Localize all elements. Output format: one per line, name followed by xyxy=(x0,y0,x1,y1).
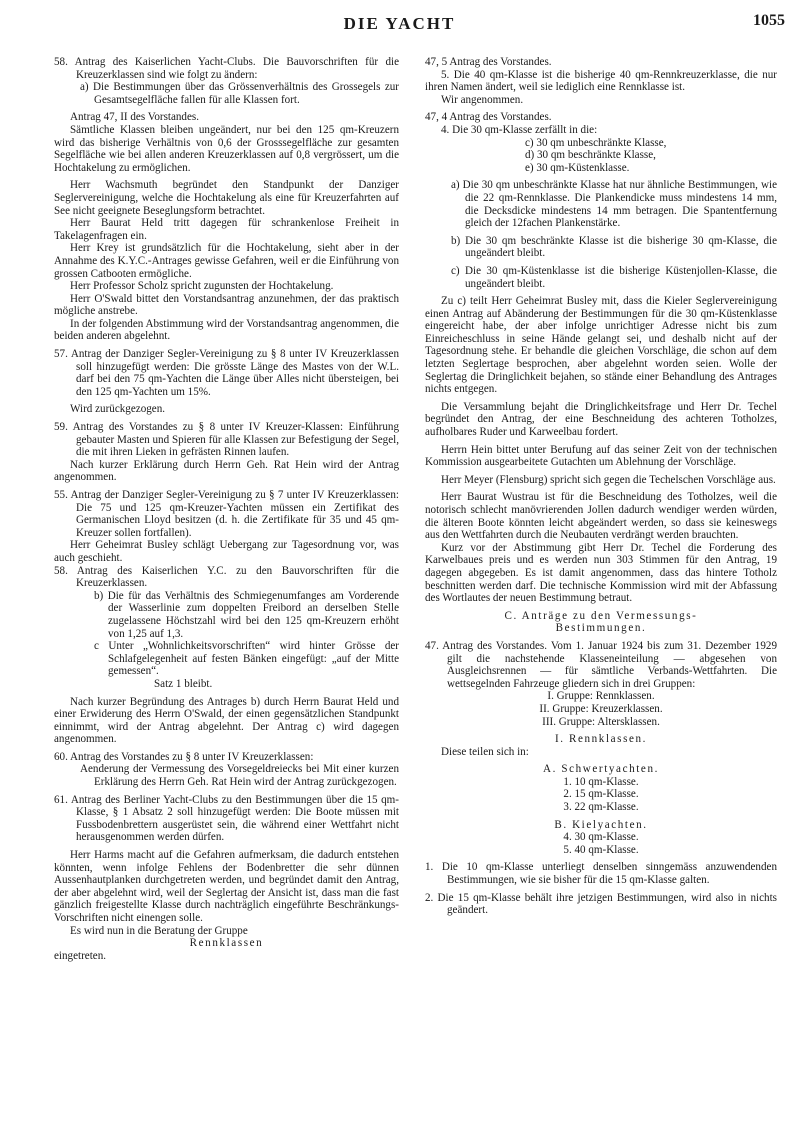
section-heading: A. Schwertyachten. xyxy=(543,763,659,776)
left-column xyxy=(54,56,399,962)
journal-title: DIE YACHT xyxy=(343,14,456,33)
paragraph: Es wird nun in die Beratung der Gruppe xyxy=(70,924,248,937)
paragraph: Herr Baurat Held tritt dagegen für schrankenlose Freiheit in Takelagenfragen ein. xyxy=(54,217,399,242)
paragraph: Herr Meyer (Flensburg) spricht sich gegen die Techelschen Vorschläge aus. xyxy=(441,473,776,486)
list-item: III. Gruppe: Altersklassen. xyxy=(542,715,660,728)
paragraph: 1. Die 10 qm-Klasse unterliegt denselben sinngemäss anzuwendenden Bestimmungen, wie sie bisher für die 15 qm-Klasse galten. xyxy=(425,861,777,887)
paragraph: Zu c) teilt Herr Geheimrat Busley mit, dass die Kieler Seglervereinigung einen Antrag auf Abänderung der Bestimmungen für die 30 qm-Küstenklasse eingereicht habe, der aber infolge unrichtiger Adresse nicht bis zum Einreicheschluss in seine Hände gelangt sei, und deshalb nicht auf der Tagesordnung stehe. Er behandle die gleichen Vorschläge, die schon auf dem letzten Seglertage besprochen, aber abgelehnt worden seien. Wolle der Seglertag die Dringlichkeit bejahen, so stände einer Behandlung des Antrages nichts entgegen. xyxy=(425,295,777,396)
section-heading: B. Kielyachten. xyxy=(554,818,648,831)
paragraph: b) Die 30 qm beschränkte Klasse ist die bisherige 30 qm-Klasse, die ungeändert bleibt. xyxy=(451,234,777,260)
list-item: c) 30 qm unbeschränkte Klasse, xyxy=(525,136,667,149)
paragraph: Satz 1 bleibt. xyxy=(154,677,213,690)
list-item: 2. 15 qm-Klasse. xyxy=(563,788,639,801)
paragraph: Herr Professor Scholz spricht zugunsten der Hochtakelung. xyxy=(70,280,334,293)
paragraph: Herr O'Swald bittet den Vorstandsantrag anzunehmen, der das praktisch mögliche anstrebe. xyxy=(54,292,399,318)
paragraph: 47. Antrag des Vorstandes. Vom 1. Januar 1924 bis zum 31. Dezember 1929 gilt die nachstehende Klasseneinteilung — abgesehen von Ausgleichsrennen — für sämtliche Verbands-Wettfahrten. Die wettsegelnden Fahrzeuge gliedern sich in drei Gruppen: xyxy=(425,639,777,690)
paragraph: Herr Krey ist grundsätzlich für die Hochtakelung, sieht aber in der Annahme des K.Y.C.-Antrages gewisse Gefahren, weil er die Einführung von grossen Catbooten ermögliche. xyxy=(54,242,399,280)
section-heading: I. Rennklassen. xyxy=(554,733,648,746)
list-item: 1. 10 qm-Klasse. xyxy=(563,775,639,788)
list-item: 5. 40 qm-Klasse. xyxy=(563,843,639,856)
paragraph: b) Die für das Verhältnis des Schmiegenumfanges am Vorderende der Wasserlinie zum doppelten Freibord an derselben Stelle zugelassene Höchstzahl wird bei den 125 qm-Kreuzern erhöht von 1,25 auf 1,3. xyxy=(94,589,399,640)
paragraph: a) Die 30 qm unbeschränkte Klasse hat nur ähnliche Bestimmungen, wie die 22 qm-Rennklasse. Die Plankendicke muss mindestens 14 mm, die Decksdicke mindestens 14 mm betragen. Die Spantentfernung gleich der 12fachen Plankenstärke. xyxy=(451,179,777,230)
list-item: e) 30 qm-Küstenklasse. xyxy=(525,161,630,174)
list-item: I. Gruppe: Rennklassen. xyxy=(547,690,655,703)
section-heading: Bestimmungen. xyxy=(555,622,647,635)
paragraph: Die Versammlung bejaht die Dringlichkeitsfrage und Herr Dr. Techel begründet den Antrag, der eine Beschneidung des achteren Totholzes, aufholbares Ruder und Karweelbau fordert. xyxy=(425,400,777,439)
paragraph: Sämtliche Klassen bleiben ungeändert, nur bei den 125 qm-Kreuzern wird das bisherige Verhältnis von 0,6 der Grosssegelfläche zur gesamten Segelfläche wie bei allen anderen Kreuzerklassen auf 0,8 vergrössert, um die Hochtakelung zu ermöglichen. xyxy=(54,123,399,174)
paragraph: Kurz vor der Abstimmung gibt Herr Dr. Techel die Forderung des Karwelbaues preis und es werden nun 303 Stimmen für den Antrag, 19 dagegen abgegeben. Es ist damit angenommen, dass das hintere Totholz beschnitten werden darf. Die technische Kommission wird mit der Abfassung des Wortlautes der neuen Bestimmung betraut. xyxy=(425,541,777,605)
section-heading: C. Anträge zu den Vermessungs- xyxy=(504,609,698,622)
paragraph: Herr Wachsmuth begründet den Standpunkt der Danziger Seglervereinigung, welche die Hochtakelung als eine für Kreuzerfahrten auf See nicht geeignete Beseglungsform betrachtet. xyxy=(54,179,399,217)
paragraph: In der folgenden Abstimmung wird der Vorstandsantrag angenommen, die beiden anderen abgelehnt. xyxy=(54,317,399,343)
section-heading: Rennklassen xyxy=(189,937,264,950)
paragraph: 4. Die 30 qm-Klasse zerfällt in die: xyxy=(441,123,598,136)
paragraph: 55. Antrag der Danziger Segler-Vereinigung zu § 7 unter IV Kreuzerklassen: Die 75 und 125 qm-Kreuzer-Yachten müssen ein Zertifikat des Germanischen Lloyd besitzen (d. h. die Zertifikate für 35 und 45 qm-Kreuzer sollen fortfallen). xyxy=(54,489,399,539)
paragraph: Aenderung der Vermessung des Vorsegeldreiecks bei Mit einer kurzen Erklärung des Herrn Geh. Rat Hein wird der Antrag zurückgezogen. xyxy=(80,763,399,789)
paragraph: 58. Antrag des Kaiserlichen Yacht-Clubs. Die Bauvorschriften für die Kreuzerklassen sind wie folgt zu ändern: xyxy=(54,56,399,81)
paragraph: 59. Antrag des Vorstandes zu § 8 unter IV Kreuzer-Klassen: Einführung gebauter Masten und Spieren für alle Klassen zur Befestigung der Segel, die mit ihren Lieken in gefrästen Rinnen laufen. xyxy=(54,421,399,459)
paragraph: Herr Baurat Wustrau ist für die Beschneidung des Totholzes, weil die notorisch schlecht manövrierenden Jollen dadurch wendiger werden würden, die älteren Boote könnten leicht abgeändert werden, so dass sie keineswegs aus den Wettfahrten durch die Neubauten verdrängt werden brauchten. xyxy=(425,491,777,542)
paragraph: Antrag 47, II des Vorstandes. xyxy=(70,111,199,124)
list-item: II. Gruppe: Kreuzerklassen. xyxy=(539,702,663,715)
paragraph: Herr Geheimrat Busley schlägt Uebergang zur Tagesordnung vor, was auch geschieht. xyxy=(54,539,399,564)
paragraph: 5. Die 40 qm-Klasse ist die bisherige 40 qm-Rennkreuzerklasse, die nur ihren Namen ändert, weil sie lediglich eine Rennklasse ist. xyxy=(425,68,777,94)
paragraph: a) Die Bestimmungen über das Grössenverhältnis des Grossegels zur Gesamtsegelfläche fallen für alle Klassen fort. xyxy=(80,81,399,106)
paragraph: 60. Antrag des Vorstandes zu § 8 unter IV Kreuzerklassen: xyxy=(54,750,314,763)
paragraph: Wird zurückgezogen. xyxy=(70,403,166,416)
paragraph: 2. Die 15 qm-Klasse behält ihre jetzigen Bestimmungen, wird also in nichts geändert. xyxy=(425,891,777,917)
paragraph: Diese teilen sich in: xyxy=(441,745,529,758)
paragraph: Nach kurzer Begründung des Antrages b) durch Herrn Baurat Held und einer Erwiderung des Herrn O'Swald, der einen gegensätzlichen Standpunkt einnimmt, wird der Antrag abgelehnt. Der Antrag c) wird dagegen angenommen. xyxy=(54,695,399,746)
paragraph: 47, 4 Antrag des Vorstandes. xyxy=(425,111,552,124)
right-column xyxy=(425,56,777,917)
paragraph: 57. Antrag der Danziger Segler-Vereinigung zu § 8 unter IV Kreuzerklassen soll hinzugefügt werden: Die grösste Länge des Mastes von der W.L. darf bei den 75 qm-Yachten die Länge über Alles nicht übersteigen, bei den 125 qm-Yachten um 15%. xyxy=(54,348,399,398)
list-item: 3. 22 qm-Klasse. xyxy=(563,801,639,814)
paragraph: 58. Antrag des Kaiserlichen Y.C. zu den Bauvorschriften für die Kreuzerklassen. xyxy=(54,564,399,590)
paragraph: Herrn Hein bittet unter Berufung auf das seiner Zeit von der technischen Kommission ausgearbeitete Gutachten um Ablehnung der Vorschläge. xyxy=(425,443,777,469)
paragraph: 47, 5 Antrag des Vorstandes. xyxy=(425,56,552,68)
paragraph: 61. Antrag des Berliner Yacht-Clubs zu den Bestimmungen über die 15 qm-Klasse, § 1 Absatz 2 soll hinzugefügt werden: Die Boote müssen mit Fussbodenbrettern ausgerüstet sein, die während einer Wettfahrt nicht herausgenommen werden dürfen. xyxy=(54,793,399,844)
paragraph: c) Die 30 qm-Küstenklasse ist die bisherige Küstenjollen-Klasse, die ungeändert bleibt. xyxy=(451,264,777,290)
paragraph: Nach kurzer Erklärung durch Herrn Geh. Rat Hein wird der Antrag angenommen. xyxy=(54,458,399,484)
list-item: d) 30 qm beschränkte Klasse, xyxy=(525,149,656,162)
paragraph: Wir angenommen. xyxy=(441,93,524,106)
list-item: 4. 30 qm-Klasse. xyxy=(563,831,639,844)
paragraph: eingetreten. xyxy=(54,949,107,962)
paragraph: c Unter „Wohnlichkeitsvorschriften“ wird hinter Grösse der Schlafgelegenheit auf festen Bänken eingefügt: „auf der Mitte gemessen“. xyxy=(94,640,399,678)
page-number: 1055 xyxy=(753,12,785,29)
paragraph: Herr Harms macht auf die Gefahren aufmerksam, die dadurch entstehen könnten, wenn infolge Fehlens der Bodenbretter die sehr dünnen Aussenhautplanken durchgetreten werden, und begründet damit den Antrag, der aber abgelehnt wird, weil der Seglertag der Ansicht ist, dass man die fast gänzlich freigestellte Klasse durch nachträglich eingeführte Beschränkungs-Vorschriften nicht einengen solle. xyxy=(54,849,399,924)
